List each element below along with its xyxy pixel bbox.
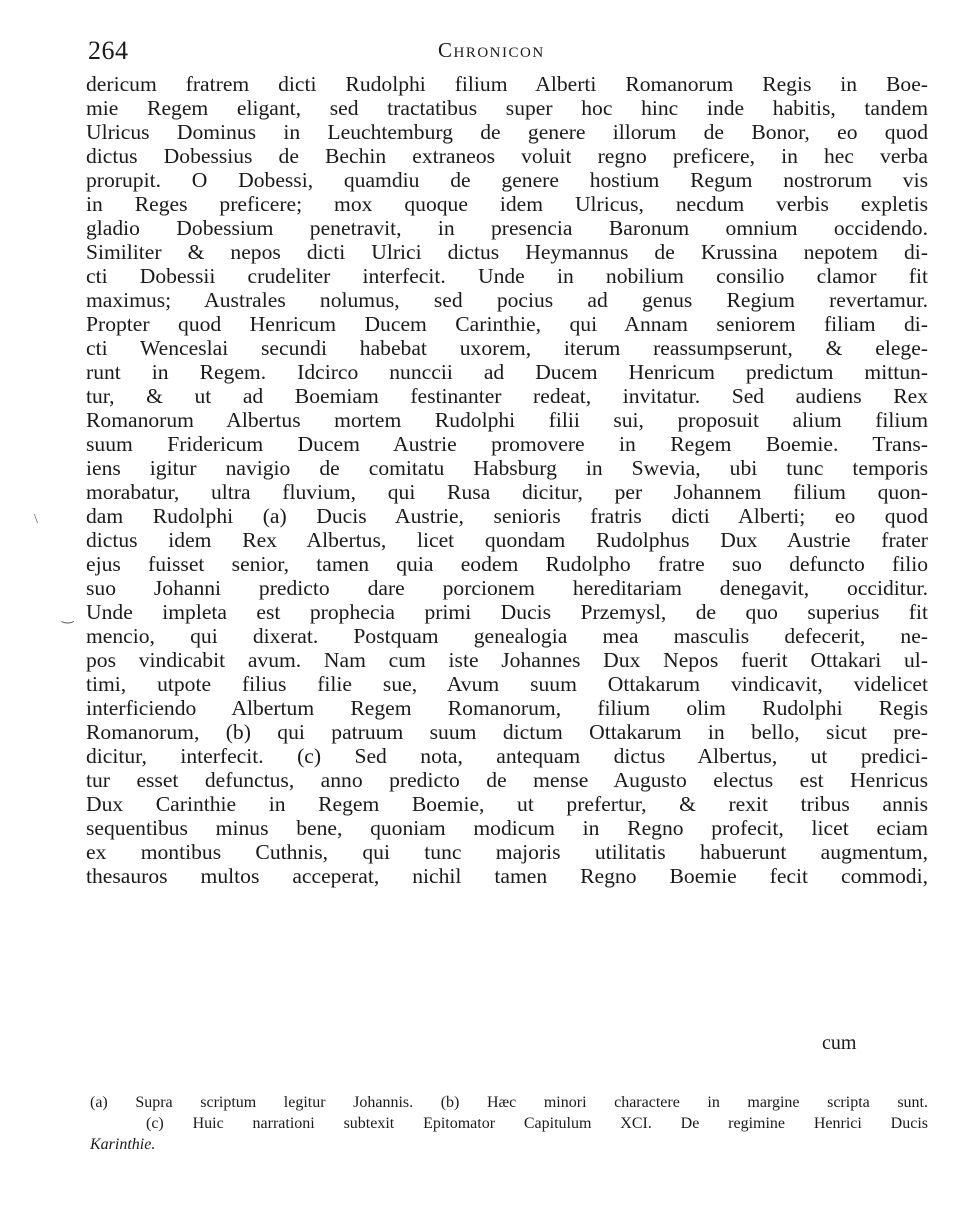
text-line: timi, utpote filius filie sue, Avum suum Ottakarum vindicavit, videlicet bbox=[86, 672, 928, 696]
text-line: in Reges preficere; mox quoque idem Ulricus, necdum verbis expletis bbox=[86, 192, 928, 216]
text-line: cti Dobessii crudeliter interfecit. Unde in nobilium consilio clamor fit bbox=[86, 264, 928, 288]
body-text bbox=[86, 72, 928, 888]
margin-tick: \ bbox=[34, 512, 38, 527]
text-line: iens igitur navigio de comitatu Habsburg in Swevia, ubi tunc temporis bbox=[86, 456, 928, 480]
footnote-line: Karinthie. bbox=[90, 1136, 156, 1153]
text-line: pos vindicabit avum. Nam cum iste Johannes Dux Nepos fuerit Ottakari ul- bbox=[86, 648, 928, 672]
text-line: dericum fratrem dicti Rudolphi filium Alberti Romanorum Regis in Boe- bbox=[86, 72, 928, 96]
text-line: Ulricus Dominus in Leuchtemburg de genere illorum de Bonor, eo quod bbox=[86, 120, 928, 144]
text-line: interficiendo Albertum Regem Romanorum, filium olim Rudolphi Regis bbox=[86, 696, 928, 720]
text-line: Similiter & nepos dicti Ulrici dictus Heymannus de Krussina nepotem di- bbox=[86, 240, 928, 264]
text-line: Romanorum, (b) qui patruum suum dictum Ottakarum in bello, sicut pre- bbox=[86, 720, 928, 744]
text-line: ejus fuisset senior, tamen quia eodem Rudolpho fratre suo defuncto filio bbox=[86, 552, 928, 576]
text-line: maximus; Australes nolumus, sed pocius ad genus Regium revertamur. bbox=[86, 288, 928, 312]
text-line: gladio Dobessium penetravit, in presencia Baronum omnium occidendo. bbox=[86, 216, 928, 240]
text-line: ex montibus Cuthnis, qui tunc majoris utilitatis habuerunt augmentum, bbox=[86, 840, 928, 864]
text-line: suo Johanni predicto dare porcionem hereditariam denegavit, occiditur. bbox=[86, 576, 928, 600]
text-line: mie Regem eligant, sed tractatibus super hoc hinc inde habitis, tandem bbox=[86, 96, 928, 120]
text-line: dicitur, interfecit. (c) Sed nota, antequam dictus Albertus, ut predici- bbox=[86, 744, 928, 768]
text-line: Propter quod Henricum Ducem Carinthie, qui Annam seniorem filiam di- bbox=[86, 312, 928, 336]
text-line: cti Wenceslai secundi habebat uxorem, iterum reassumpserunt, & elege- bbox=[86, 336, 928, 360]
running-title: Chronicon bbox=[438, 38, 545, 62]
footnote-line: (a) Supra scriptum legitur Johannis. (b) Hæc minori charactere in margine scripta sunt. bbox=[90, 1094, 928, 1111]
text-line: mencio, qui dixerat. Postquam genealogia mea masculis defecerit, ne- bbox=[86, 624, 928, 648]
text-line: dictus idem Rex Albertus, licet quondam Rudolphus Dux Austrie frater bbox=[86, 528, 928, 552]
catchword: cum bbox=[822, 1032, 857, 1054]
text-line: dictus Dobessius de Bechin extraneos voluit regno preficere, in hec verba bbox=[86, 144, 928, 168]
margin-tick: ‿ bbox=[62, 609, 74, 624]
text-line: prorupit. O Dobessi, quamdiu de genere hostium Regum nostrorum vis bbox=[86, 168, 928, 192]
text-line: sequentibus minus bene, quoniam modicum in Regno profecit, licet eciam bbox=[86, 816, 928, 840]
page-number: 264 bbox=[88, 36, 129, 65]
text-line: morabatur, ultra fluvium, qui Rusa dicitur, per Johannem filium quon- bbox=[86, 480, 928, 504]
text-line: thesauros multos acceperat, nichil tamen Regno Boemie fecit commodi, bbox=[86, 864, 928, 888]
text-line: tur esset defunctus, anno predicto de mense Augusto electus est Henricus bbox=[86, 768, 928, 792]
text-line: suum Fridericum Ducem Austrie promovere in Regem Boemie. Trans- bbox=[86, 432, 928, 456]
text-line: dam Rudolphi (a) Ducis Austrie, senioris fratris dicti Alberti; eo quod bbox=[86, 504, 928, 528]
page-header bbox=[88, 30, 928, 70]
text-line: tur, & ut ad Boemiam festinanter redeat, invitatur. Sed audiens Rex bbox=[86, 384, 928, 408]
footnote-line: (c) Huic narrationi subtexit Epitomator Capitulum XCI. De regimine Henrici Ducis bbox=[146, 1115, 928, 1132]
text-line: runt in Regem. Idcirco nunccii ad Ducem Henricum predictum mittun- bbox=[86, 360, 928, 384]
text-line: Dux Carinthie in Regem Boemie, ut prefertur, & rexit tribus annis bbox=[86, 792, 928, 816]
text-line: Unde impleta est prophecia primi Ducis Przemysl, de quo superius fit bbox=[86, 600, 928, 624]
footnotes bbox=[90, 1092, 928, 1155]
text-line: Romanorum Albertus mortem Rudolphi filii sui, proposuit alium filium bbox=[86, 408, 928, 432]
